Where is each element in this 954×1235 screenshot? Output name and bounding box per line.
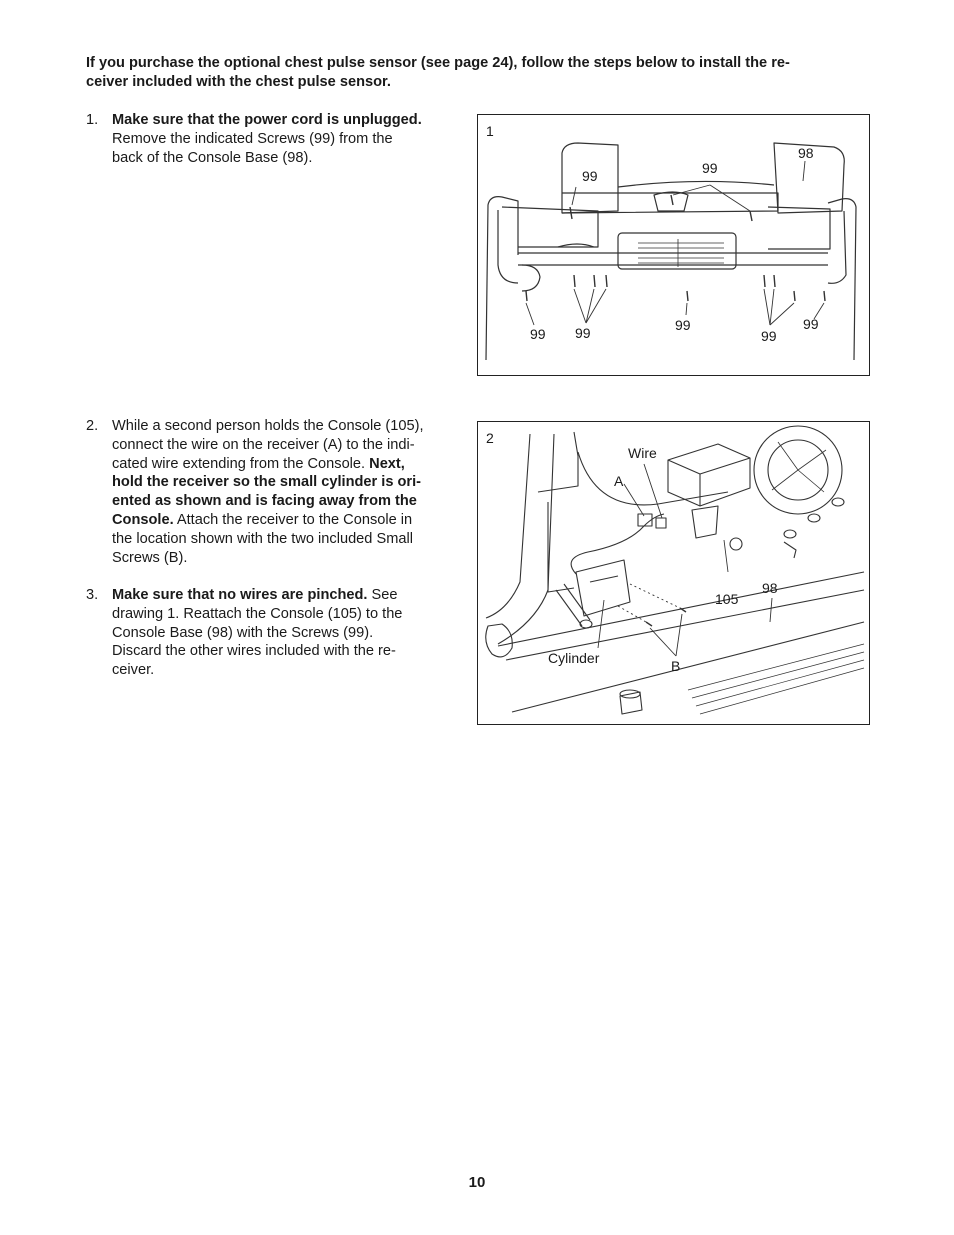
console-top-edge [562, 193, 778, 213]
step-1-warning: Make sure that the power cord is unplugged. [112, 112, 422, 128]
console-plate [538, 432, 578, 492]
screw-99 [606, 275, 607, 287]
rubber-foot [620, 692, 642, 714]
screw-99 [574, 275, 575, 287]
left-end-cap [486, 624, 513, 657]
step-2-bold: hold the receiver so the small cylinder is ori- [112, 474, 422, 491]
step-2-bold: Console. [112, 511, 174, 528]
left-upright-curve [486, 434, 530, 618]
left-upright-line [486, 197, 518, 360]
page-number: 10 [468, 1174, 486, 1191]
leader-b [676, 614, 682, 656]
fan-vent-lines [638, 239, 724, 267]
callout-99: 99 [582, 168, 598, 184]
screw-99 [687, 291, 688, 301]
leader-a [624, 484, 644, 516]
callout-wire: Wire [628, 445, 657, 461]
step-3-warning: Make sure that no wires are pinched. [112, 587, 368, 603]
console-plate [548, 502, 574, 592]
screw-b [646, 622, 652, 626]
step-3-line: Console Base (98) with the Screws (99). [112, 624, 374, 641]
step-2-number: 2. [86, 418, 99, 434]
intro-line-1: If you purchase the optional chest pulse sensor (see page 24), follow the steps below to install the re- [86, 55, 790, 71]
leader-99 [764, 289, 770, 325]
leader-98 [770, 598, 772, 622]
callout-cylinder: Cylinder [548, 650, 600, 666]
leader-99 [574, 289, 586, 323]
step-1-number: 1. [86, 112, 99, 128]
leader-99 [586, 289, 606, 323]
step-3-line: ceiver. [112, 662, 155, 679]
step-3 [86, 586, 448, 680]
step-2-line: While a second person holds the Console (105), [112, 418, 424, 434]
receiver-a-detail [590, 576, 618, 582]
figure-1-console-base-screws [477, 114, 870, 376]
frame-rail [512, 622, 864, 712]
callout-105: 105 [715, 591, 739, 607]
screw-99 [594, 275, 595, 287]
step-2-line: Screws (B). [112, 549, 188, 566]
center-boss [654, 192, 688, 211]
screw-99 [794, 291, 795, 301]
connector-box [668, 444, 750, 506]
screw-99 [526, 291, 527, 301]
figure-1-number: 1 [486, 123, 494, 139]
fan-box [618, 233, 736, 269]
leader-99 [686, 303, 687, 315]
figure-2-number: 2 [486, 430, 494, 446]
step-2-line: cated wire extending from the Console. [112, 455, 370, 472]
step-2-line: Attach the receiver to the Console in [173, 511, 413, 528]
intro-paragraph [86, 54, 846, 92]
console-top-curve [618, 181, 774, 187]
bracket [692, 506, 718, 538]
left-upright-curve [498, 434, 554, 644]
step-2-bold: Next, [369, 455, 405, 472]
leader-99 [770, 303, 794, 325]
connector-box-edge [668, 458, 750, 474]
wire-clip [730, 538, 742, 550]
callout-a: A [614, 473, 624, 489]
step-1 [86, 111, 448, 167]
callout-99: 99 [702, 160, 718, 176]
step-2-line: the location shown with the two included Small [112, 530, 413, 547]
callout-99: 99 [575, 325, 591, 341]
leader-98 [803, 161, 805, 181]
step-2-line: connect the wire on the receiver (A) to the indi- [112, 436, 415, 453]
leader-105 [724, 540, 728, 572]
lower-grille [688, 644, 864, 714]
plug-connector [638, 514, 652, 526]
screw-99 [774, 275, 775, 287]
callout-98: 98 [798, 145, 814, 161]
receiver-cylinder-end [580, 620, 592, 628]
leader-99 [526, 303, 534, 325]
leader-99 [710, 185, 750, 211]
left-upright-line [498, 210, 518, 283]
leader-b [650, 628, 676, 656]
callout-99: 99 [530, 326, 546, 342]
screw-99 [570, 207, 572, 219]
leader-99 [572, 187, 576, 205]
callout-98: 98 [762, 580, 778, 596]
callout-b: B [671, 658, 681, 674]
step-3-line: Discard the other wires included with the re- [112, 643, 396, 660]
intro-line-2: ceiver included with the chest pulse sensor. [86, 74, 391, 90]
right-upright-line [828, 211, 846, 283]
screw-group-top [570, 195, 752, 221]
step-2 [86, 417, 448, 567]
console-right-wing [768, 207, 830, 249]
receiver-cylinder [564, 584, 590, 620]
receiver-cylinder [556, 590, 582, 626]
screw-99 [671, 195, 673, 205]
leader-99 [586, 289, 594, 323]
callout-99: 99 [803, 316, 819, 332]
screw-99 [764, 275, 765, 287]
step-1-line: Remove the indicated Screws (99) from the [112, 130, 393, 147]
screw-99 [824, 291, 825, 301]
step-3-line: drawing 1. Reattach the Console (105) to the [112, 605, 403, 622]
step-3-number: 3. [86, 587, 99, 603]
callout-99: 99 [761, 328, 777, 344]
step-1-line: back of the Console Base (98). [112, 149, 313, 166]
fan-blades [772, 442, 826, 492]
callout-99: 99 [675, 317, 691, 333]
step-2-bold: ented as shown and is facing away from the [112, 493, 417, 510]
screws-b [646, 608, 686, 626]
figure-2-receiver-install [477, 421, 870, 725]
plug-connector [656, 518, 666, 528]
leader-wire [644, 464, 662, 518]
right-side-knobs [784, 498, 844, 558]
receiver-wire [571, 514, 664, 574]
leader-99 [770, 289, 774, 325]
figure-2-drawing [478, 422, 869, 724]
screw-99 [750, 211, 752, 221]
left-round-detail [522, 265, 540, 291]
step-3-line: See [367, 587, 398, 603]
screw-group-bottom [526, 275, 825, 301]
